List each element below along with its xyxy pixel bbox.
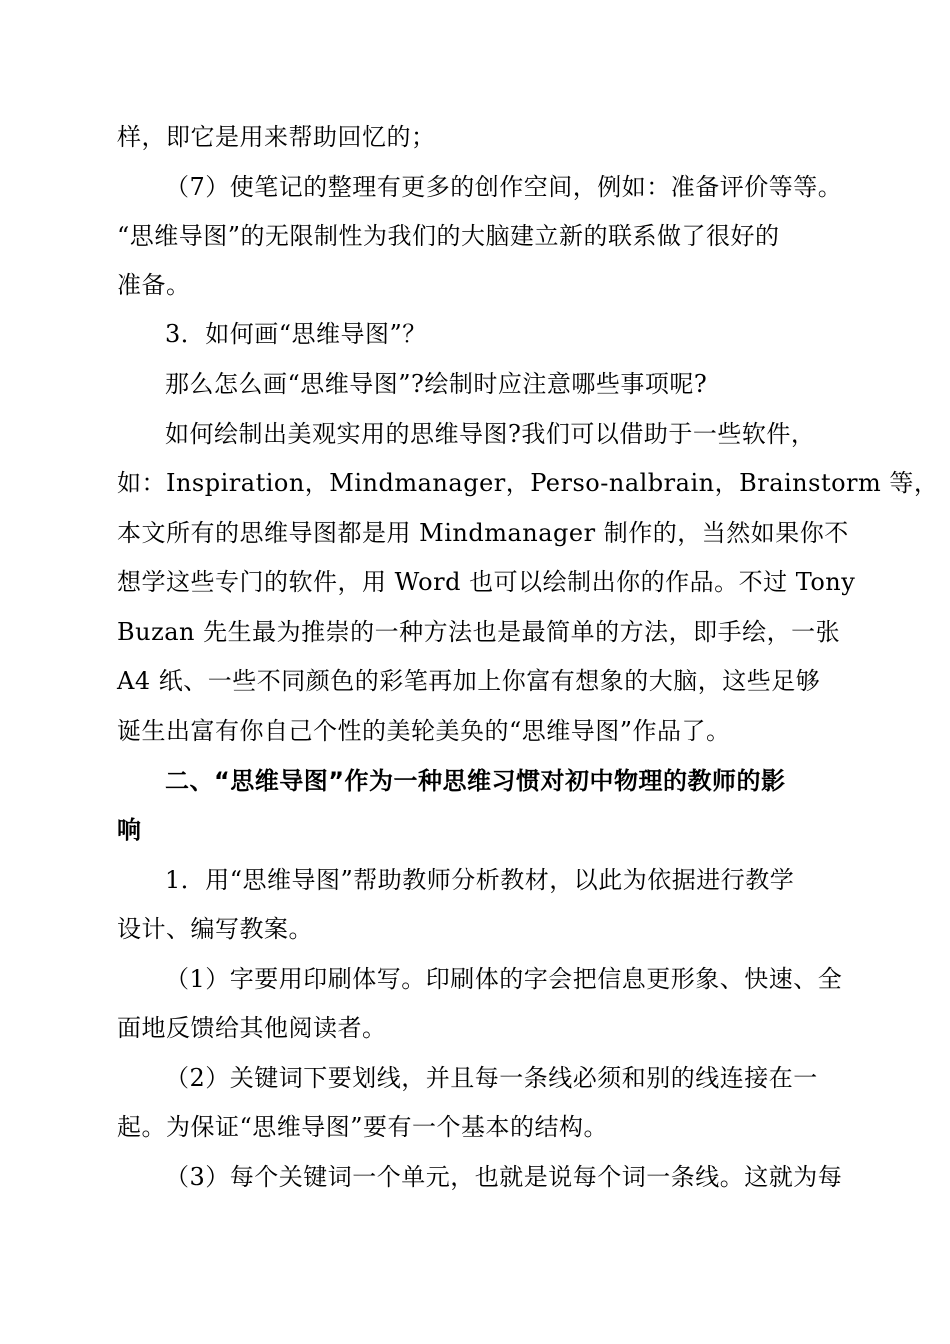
paragraph-line: 设计、编写教案。 <box>117 915 313 943</box>
chapter-heading: 响 <box>117 816 142 844</box>
list-item: （3）每个关键词一个单元，也就是说每个词一条线。这就为每 <box>165 1163 843 1191</box>
paragraph-line: 起。为保证“思维导图”要有一个基本的结构。 <box>117 1113 609 1141</box>
paragraph-line: 样，即它是用来帮助回忆的； <box>117 123 436 151</box>
paragraph-line: A4 纸、一些不同颜色的彩笔再加上你富有想象的大脑，这些足够 <box>117 667 821 695</box>
section-heading: 3．如何画“思维导图”？ <box>165 320 427 348</box>
paragraph-line: 本文所有的思维导图都是用 Mindmanager 制作的，当然如果你不 <box>117 519 849 547</box>
paragraph-line: Buzan 先生最为推崇的一种方法也是最简单的方法，即手绘，一张 <box>117 618 841 646</box>
paragraph-line: 如何绘制出美观实用的思维导图?我们可以借助于一些软件， <box>165 420 816 448</box>
list-item: （2）关键词下要划线，并且每一条线必须和别的线连接在一 <box>165 1064 818 1092</box>
paragraph-line: （7）使笔记的整理有更多的创作空间，例如：准备评价等等。 <box>165 173 843 201</box>
paragraph-line: 面地反馈给其他阅读者。 <box>117 1014 387 1042</box>
paragraph-line: 想学这些专门的软件，用 Word 也可以绘制出你的作品。不过 Tony <box>117 568 856 596</box>
paragraph-line: 诞生出富有你自己个性的美轮美奂的“思维导图”作品了。 <box>117 717 731 745</box>
chapter-heading: 二、“思维导图”作为一种思维习惯对初中物理的教师的影 <box>165 767 786 795</box>
paragraph-line: 准备。 <box>117 271 191 299</box>
paragraph-line: 那么怎么画“思维导图”?绘制时应注意哪些事项呢? <box>165 370 708 398</box>
paragraph-line: “思维导图”的无限制性为我们的大脑建立新的联系做了很好的 <box>117 222 780 250</box>
paragraph-line: 如：Inspiration，Mindmanager，Perso-nalbrain，Brainstorm 等， <box>117 469 939 497</box>
list-item: （1）字要用印刷体写。印刷体的字会把信息更形象、快速、全 <box>165 965 843 993</box>
subsection-heading: 1．用“思维导图”帮助教师分析教材，以此为依据进行教学 <box>165 866 795 894</box>
